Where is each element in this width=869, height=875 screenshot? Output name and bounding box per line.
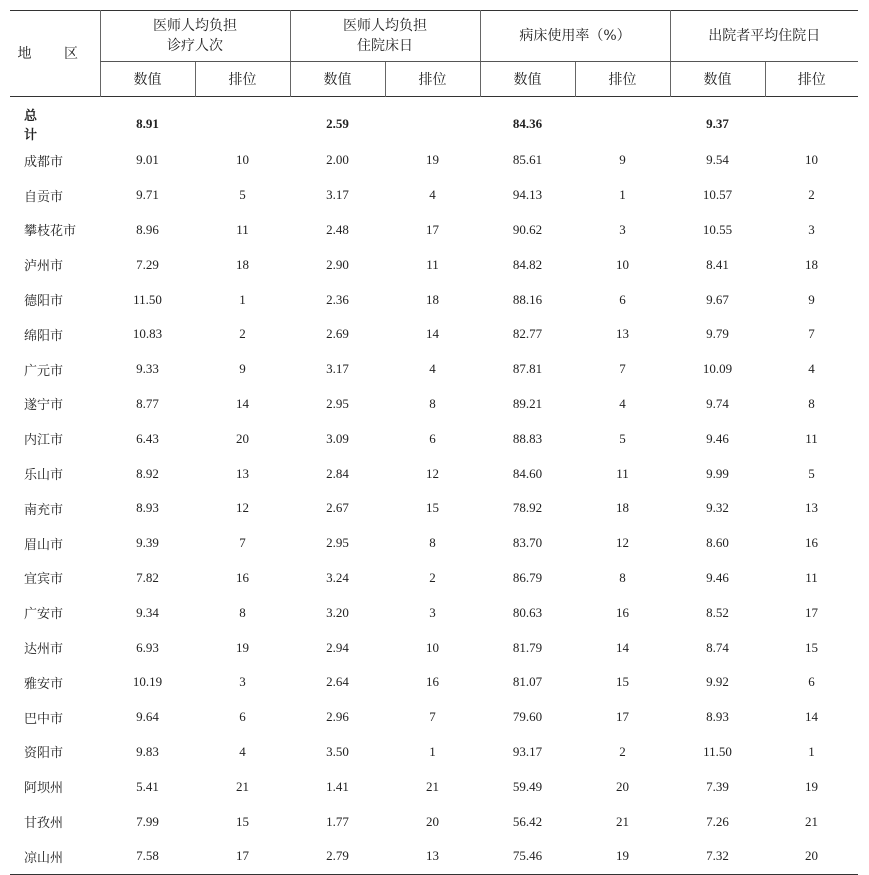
value-cell: 86.79 <box>512 569 543 585</box>
region-header: 地 区 <box>17 45 92 62</box>
table-row <box>10 665 858 700</box>
rank-cell: 8 <box>239 604 246 620</box>
rank-cell: 20 <box>616 778 629 794</box>
region-cell: 南充市 <box>24 501 64 517</box>
rank-cell: 3 <box>619 221 626 237</box>
rank-cell: 14 <box>616 639 629 655</box>
region-cell: 巴中市 <box>24 710 64 726</box>
rank-cell: 6 <box>808 674 815 690</box>
region-cell: 自贡市 <box>24 188 64 204</box>
table-row <box>10 561 858 596</box>
rank-cell: 2 <box>619 743 626 759</box>
rank-cell: 15 <box>236 813 249 829</box>
table-row <box>10 247 858 282</box>
rank-cell: 13 <box>385 839 480 874</box>
region-cell: 眉山市 <box>24 536 64 552</box>
rank-cell: 9 <box>619 152 626 168</box>
value-cell: 93.17 <box>512 743 543 759</box>
rank-cell: 5 <box>619 430 626 446</box>
value-cell: 89.21 <box>512 395 543 411</box>
value-cell: 8.93 <box>136 500 159 516</box>
value-cell: 10.19 <box>132 674 163 690</box>
rank-cell: 20 <box>236 430 249 446</box>
value-cell: 82.77 <box>512 326 543 342</box>
table-row <box>10 352 858 387</box>
value-cell: 1.41 <box>326 778 349 794</box>
table-row <box>10 456 858 491</box>
rank-cell: 2 <box>808 187 815 203</box>
value-cell: 9.92 <box>706 674 729 690</box>
rank-cell: 6 <box>239 709 246 725</box>
value-cell: 8.74 <box>706 639 729 655</box>
header-group-bed-days: 医师人均负担 住院床日 <box>290 11 480 62</box>
value-cell: 9.46 <box>706 569 729 585</box>
rank-cell <box>195 97 290 144</box>
value-cell: 2.95 <box>326 535 349 551</box>
rank-cell: 3 <box>808 221 815 237</box>
rank-cell: 15 <box>426 500 439 516</box>
rank-cell: 1 <box>808 743 815 759</box>
rank-cell: 13 <box>236 465 249 481</box>
value-cell: 94.13 <box>512 187 543 203</box>
value-cell: 2.79 <box>290 839 385 874</box>
rank-cell: 9 <box>808 291 815 307</box>
rank-cell: 14 <box>805 709 818 725</box>
table-row <box>10 178 858 213</box>
rank-cell: 10 <box>426 639 439 655</box>
table-row <box>10 491 858 526</box>
value-cell: 81.07 <box>512 674 543 690</box>
header-group-outpatient: 医师人均负担 诊疗人次 <box>100 11 290 62</box>
value-cell: 7.32 <box>670 839 765 874</box>
rank-cell: 11 <box>236 221 249 237</box>
value-cell: 59.49 <box>512 778 543 794</box>
value-cell: 2.48 <box>326 221 349 237</box>
rank-cell: 21 <box>426 778 439 794</box>
rank-cell: 10 <box>805 152 818 168</box>
value-cell: 6.93 <box>136 639 159 655</box>
rank-cell: 1 <box>239 291 246 307</box>
value-cell: 2.59 <box>326 116 349 131</box>
subheader-value: 数值 <box>100 62 195 97</box>
region-cell: 阿坝州 <box>24 780 64 796</box>
rank-cell: 19 <box>575 839 670 874</box>
rank-cell: 6 <box>429 430 436 446</box>
region-cell: 总 计 <box>24 108 54 142</box>
value-cell: 2.90 <box>326 256 349 272</box>
value-cell: 9.83 <box>136 743 159 759</box>
rank-cell: 16 <box>426 674 439 690</box>
rank-cell: 15 <box>616 674 629 690</box>
value-cell: 90.62 <box>512 221 543 237</box>
table-row <box>10 143 858 178</box>
value-cell: 5.41 <box>136 778 159 794</box>
value-cell: 80.63 <box>512 604 543 620</box>
value-cell: 11.50 <box>133 291 162 307</box>
rank-cell: 2 <box>239 326 246 342</box>
table-row <box>10 282 858 317</box>
value-cell: 84.36 <box>512 116 543 131</box>
value-cell: 9.01 <box>136 152 159 168</box>
value-cell: 7.29 <box>136 256 159 272</box>
rank-cell: 20 <box>765 839 858 874</box>
value-cell: 9.71 <box>136 187 159 203</box>
value-cell: 79.60 <box>512 709 543 725</box>
rank-cell: 21 <box>236 778 249 794</box>
rank-cell: 4 <box>429 187 436 203</box>
value-cell: 85.61 <box>512 152 543 168</box>
rank-cell: 8 <box>429 395 436 411</box>
rank-cell: 10 <box>616 256 629 272</box>
value-cell: 7.82 <box>136 569 159 585</box>
rank-cell <box>765 97 858 144</box>
region-cell: 德阳市 <box>24 293 64 309</box>
rank-cell: 21 <box>616 813 629 829</box>
value-cell: 78.92 <box>512 500 543 516</box>
value-cell: 3.09 <box>326 430 349 446</box>
rank-cell: 18 <box>236 256 249 272</box>
region-cell: 遂宁市 <box>24 397 64 413</box>
rank-cell: 9 <box>239 361 246 377</box>
value-cell: 9.74 <box>706 395 729 411</box>
rank-cell: 3 <box>429 604 436 620</box>
table-row <box>10 630 858 665</box>
value-cell: 6.43 <box>136 430 159 446</box>
value-cell: 2.96 <box>326 709 349 725</box>
subheader-rank: 排位 <box>575 62 670 97</box>
value-cell: 9.37 <box>706 116 729 131</box>
value-cell: 2.94 <box>326 639 349 655</box>
rank-cell: 16 <box>236 569 249 585</box>
rank-cell: 18 <box>805 256 818 272</box>
rank-cell: 19 <box>236 639 249 655</box>
value-cell: 10.55 <box>702 221 733 237</box>
rank-cell: 13 <box>805 500 818 516</box>
value-cell: 3.24 <box>326 569 349 585</box>
table-row <box>10 839 858 874</box>
value-cell: 2.64 <box>326 674 349 690</box>
region-cell: 泸州市 <box>24 258 64 274</box>
value-cell: 81.79 <box>512 639 543 655</box>
value-cell: 2.95 <box>326 395 349 411</box>
rank-cell: 17 <box>805 604 818 620</box>
rank-cell: 3 <box>239 674 246 690</box>
region-cell: 甘孜州 <box>24 815 64 831</box>
value-cell: 9.39 <box>136 535 159 551</box>
total-row <box>10 97 858 144</box>
table-row <box>10 804 858 839</box>
rank-cell: 11 <box>426 256 439 272</box>
value-cell: 87.81 <box>512 361 543 377</box>
value-cell: 9.34 <box>136 604 159 620</box>
rank-cell: 7 <box>619 361 626 377</box>
table-row <box>10 595 858 630</box>
region-cell: 宜宾市 <box>24 571 64 587</box>
value-cell: 3.17 <box>326 361 349 377</box>
value-cell: 83.70 <box>512 535 543 551</box>
rank-cell: 11 <box>805 430 818 446</box>
rank-cell: 1 <box>429 743 436 759</box>
table-row <box>10 700 858 735</box>
rank-cell: 4 <box>239 743 246 759</box>
value-cell: 9.67 <box>706 291 729 307</box>
table-row <box>10 421 858 456</box>
table-row <box>10 526 858 561</box>
rank-cell: 1 <box>619 187 626 203</box>
value-cell: 8.52 <box>706 604 729 620</box>
value-cell: 9.33 <box>136 361 159 377</box>
value-cell: 2.36 <box>326 291 349 307</box>
header-group-bed-usage: 病床使用率（%） <box>480 11 670 62</box>
value-cell: 75.46 <box>480 839 575 874</box>
region-cell: 雅安市 <box>24 675 64 691</box>
subheader-rank: 排位 <box>195 62 290 97</box>
value-cell: 3.20 <box>326 604 349 620</box>
region-cell: 凉山州 <box>10 839 100 874</box>
rank-cell: 17 <box>616 709 629 725</box>
table-row <box>10 213 858 248</box>
subheader-rank: 排位 <box>385 62 480 97</box>
region-cell: 内江市 <box>24 432 64 448</box>
value-cell: 10.83 <box>132 326 163 342</box>
value-cell: 8.41 <box>706 256 729 272</box>
table-row <box>10 769 858 804</box>
rank-cell: 16 <box>805 535 818 551</box>
rank-cell: 15 <box>805 639 818 655</box>
region-cell: 成都市 <box>24 153 64 169</box>
rank-cell: 12 <box>426 465 439 481</box>
rank-cell: 10 <box>236 152 249 168</box>
value-cell: 8.60 <box>706 535 729 551</box>
value-cell: 84.60 <box>512 465 543 481</box>
rank-cell: 8 <box>808 395 815 411</box>
value-cell: 9.32 <box>706 500 729 516</box>
region-cell: 乐山市 <box>24 467 64 483</box>
region-cell: 资阳市 <box>24 745 64 761</box>
rank-cell: 17 <box>195 839 290 874</box>
rank-cell: 4 <box>619 395 626 411</box>
rank-cell: 19 <box>426 152 439 168</box>
subheader-value: 数值 <box>480 62 575 97</box>
rank-cell: 7 <box>808 326 815 342</box>
header-group-avg-stay: 出院者平均住院日 <box>670 11 858 62</box>
value-cell: 3.17 <box>326 187 349 203</box>
rank-cell: 20 <box>426 813 439 829</box>
value-cell: 9.79 <box>706 326 729 342</box>
value-cell: 88.83 <box>512 430 543 446</box>
table-row <box>10 387 858 422</box>
value-cell: 8.77 <box>136 395 159 411</box>
value-cell: 10.09 <box>702 361 733 377</box>
value-cell: 3.50 <box>326 743 349 759</box>
rank-cell: 21 <box>805 813 818 829</box>
value-cell: 9.64 <box>136 709 159 725</box>
rank-cell <box>575 97 670 144</box>
rank-cell: 12 <box>236 500 249 516</box>
value-cell: 2.69 <box>326 326 349 342</box>
region-cell: 广元市 <box>24 362 64 378</box>
rank-cell: 18 <box>426 291 439 307</box>
rank-cell: 13 <box>616 326 629 342</box>
rank-cell: 11 <box>616 465 629 481</box>
value-cell: 11.50 <box>703 743 732 759</box>
rank-cell <box>385 97 480 144</box>
rank-cell: 8 <box>429 535 436 551</box>
rank-cell: 7 <box>239 535 246 551</box>
value-cell: 8.92 <box>136 465 159 481</box>
value-cell: 9.46 <box>706 430 729 446</box>
table-row <box>10 317 858 352</box>
rank-cell: 4 <box>808 361 815 377</box>
value-cell: 2.84 <box>326 465 349 481</box>
rank-cell: 11 <box>805 569 818 585</box>
table-body <box>10 97 858 875</box>
rank-cell: 16 <box>616 604 629 620</box>
region-cell: 广安市 <box>24 606 64 622</box>
value-cell: 7.39 <box>706 778 729 794</box>
value-cell: 2.00 <box>326 152 349 168</box>
value-cell: 8.91 <box>136 116 159 131</box>
value-cell: 9.54 <box>706 152 729 168</box>
rank-cell: 19 <box>805 778 818 794</box>
statistics-table <box>10 10 858 875</box>
value-cell: 8.93 <box>706 709 729 725</box>
region-cell: 达州市 <box>24 641 64 657</box>
value-cell: 8.96 <box>136 221 159 237</box>
value-cell: 88.16 <box>512 291 543 307</box>
value-cell: 2.67 <box>326 500 349 516</box>
value-cell: 84.82 <box>512 256 543 272</box>
rank-cell: 8 <box>619 569 626 585</box>
rank-cell: 14 <box>236 395 249 411</box>
value-cell: 10.57 <box>702 187 733 203</box>
rank-cell: 7 <box>429 709 436 725</box>
rank-cell: 18 <box>616 500 629 516</box>
subheader-rank: 排位 <box>765 62 858 97</box>
rank-cell: 17 <box>426 221 439 237</box>
value-cell: 9.99 <box>706 465 729 481</box>
region-cell: 攀枝花市 <box>24 223 77 239</box>
subheader-value: 数值 <box>670 62 765 97</box>
rank-cell: 6 <box>619 291 626 307</box>
rank-cell: 5 <box>808 465 815 481</box>
rank-cell: 14 <box>426 326 439 342</box>
value-cell: 7.58 <box>100 839 195 874</box>
table-header <box>10 11 858 97</box>
table-row <box>10 735 858 770</box>
subheader-value: 数值 <box>290 62 385 97</box>
value-cell: 1.77 <box>326 813 349 829</box>
rank-cell: 4 <box>429 361 436 377</box>
value-cell: 7.26 <box>706 813 729 829</box>
rank-cell: 12 <box>616 535 629 551</box>
region-cell: 绵阳市 <box>24 327 64 343</box>
value-cell: 56.42 <box>512 813 543 829</box>
rank-cell: 5 <box>239 187 246 203</box>
value-cell: 7.99 <box>136 813 159 829</box>
rank-cell: 2 <box>429 569 436 585</box>
